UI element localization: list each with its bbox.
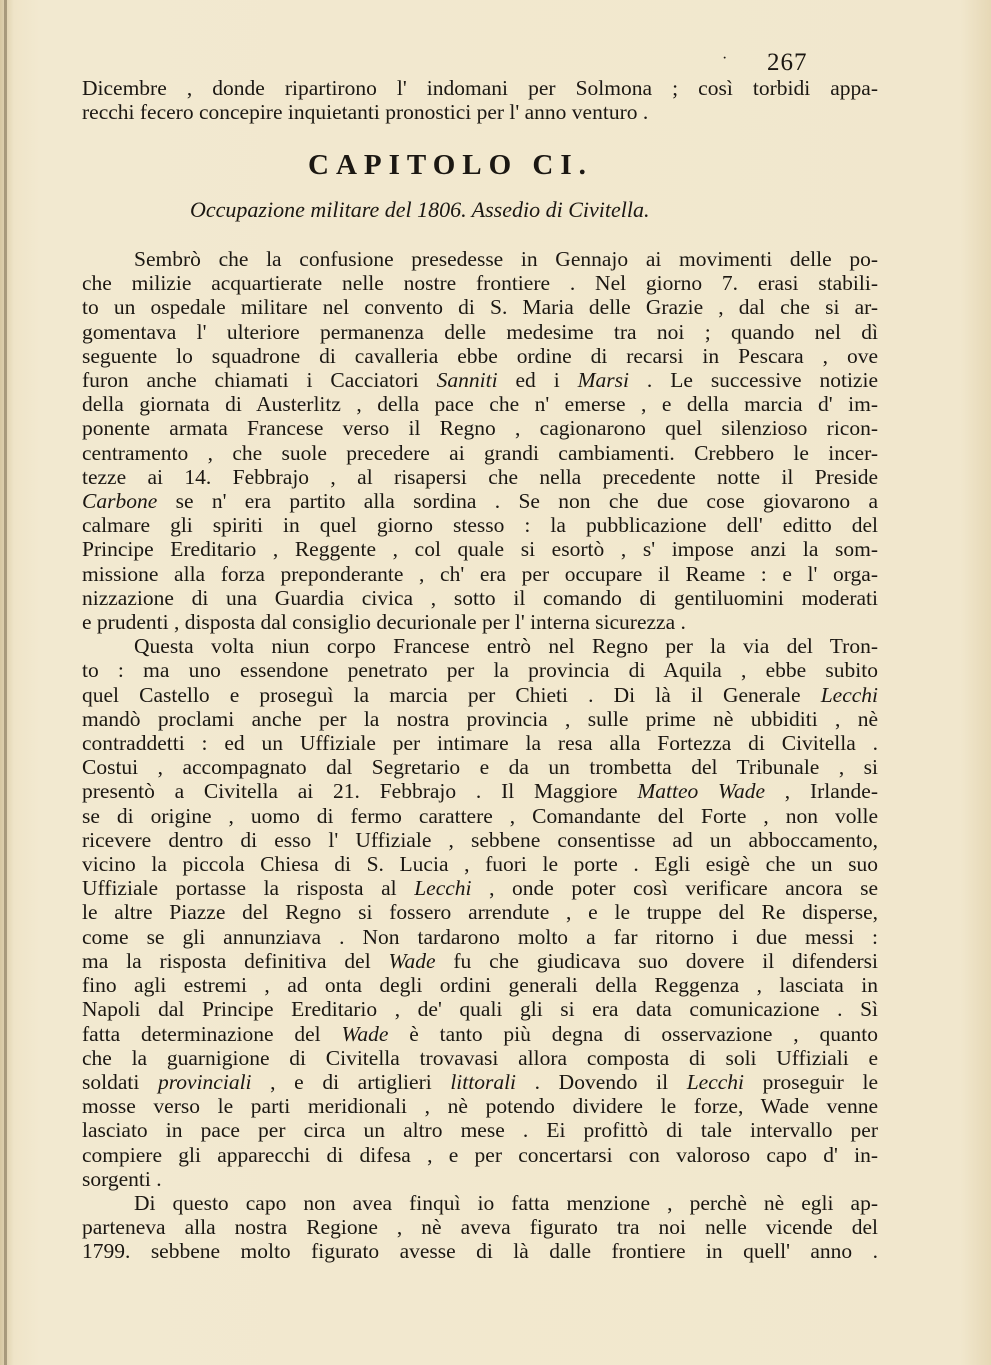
text-line: Dicembre , donde ripartirono l' indomani per Solmona ; così torbidi appa-	[82, 76, 878, 100]
text-line: lasciato in pace per circa un altro mese . Ei profittò di tale intervallo per	[82, 1118, 878, 1143]
text-line: mandò proclami anche per la nostra provincia , sulle prime nè ubbiditi , nè	[82, 706, 878, 731]
binding-edge	[4, 0, 7, 1365]
text-line: presentò a Civitella ai 21. Febbrajo . Il Maggiore Matteo Wade , Irlande-	[82, 779, 878, 804]
text-line: le altre Piazze del Regno si fossero arrendute , e le truppe del Re disperse,	[82, 900, 878, 925]
text-line: soldati provinciali , e di artiglieri littorali . Dovendo il Lecchi proseguir le	[82, 1069, 878, 1094]
text-line: che milizie acquartierate nelle nostre frontiere . Nel giorno 7. erasi stabili-	[82, 271, 878, 296]
text-line: Costui , accompagnato dal Segretario e da un trombetta del Tribunale , si	[82, 755, 878, 780]
text-line: se di origine , uomo di fermo carattere , Comandante del Forte , non volle	[82, 803, 878, 828]
text-line: calmare gli spiriti in quel giorno stesso : la pubblicazione dell' editto del	[82, 513, 878, 538]
text-line: contraddetti : ed un Uffiziale per intimare la resa alla Fortezza di Civitella .	[82, 731, 878, 756]
text-line: fino agli estremi , ad onta degli ordini generali della Reggenza , lasciata in	[82, 973, 878, 998]
text-line: quel Castello e proseguì la marcia per Chieti . Di là il Generale Lecchi	[82, 682, 878, 707]
paragraph-1	[82, 247, 878, 634]
ink-mark: ·	[722, 50, 728, 67]
text-line: ricevere dentro di esso l' Uffiziale , sebbene consentisse ad un abboccamento,	[82, 827, 878, 852]
text-line: Sembrò che la confusione presedesse in Gennajo ai movimenti delle po-	[134, 247, 878, 271]
text-line: fatta determinazione del Wade è tanto più degna di osservazione , quanto	[82, 1021, 878, 1046]
text-line: 1799. sebbene molto figurato avesse di là dalle frontiere in quell' anno .	[82, 1239, 878, 1264]
text-line: Questa volta niun corpo Francese entrò nel Regno per la via del Tron-	[134, 634, 878, 659]
text-line: nizzazione di una Guardia civica , sotto il comando di gentiluomini moderati	[82, 585, 878, 610]
text-line: Uffiziale portasse la risposta al Lecchi , onde poter così verificare ancora se	[82, 876, 878, 901]
chapter-title: CAPITOLO CI.	[308, 149, 593, 181]
chapter-subtitle: Occupazione militare del 1806. Assedio di Civitella.	[190, 197, 650, 222]
opening-text	[82, 76, 878, 124]
text-line: sorgenti .	[82, 1166, 162, 1191]
text-line: ma la risposta definitiva del Wade fu che giudicava suo dovere il difendersi	[82, 948, 878, 973]
chapter-body	[82, 247, 878, 1264]
text-line: compiere gli apparecchi di difesa , e per concertarsi con valoroso capo d' in-	[82, 1142, 878, 1167]
page-number: 267	[767, 49, 808, 76]
text-line: Napoli dal Principe Ereditario , de' quali gli si era data comunicazione . Sì	[82, 997, 878, 1022]
paragraph-2	[82, 634, 878, 1191]
text-line: recchi fecero concepire inquietanti pronostici per l' anno venturo .	[82, 100, 649, 125]
text-line: ponente armata Francese verso il Regno , cagionarono quel silenzioso ricon-	[82, 416, 878, 441]
text-line: gomentava l' ulteriore permanenza delle medesime tra noi ; quando nel dì	[82, 319, 878, 344]
text-line: to : ma uno essendone penetrato per la provincia di Aquila , ebbe subito	[82, 658, 878, 683]
text-line: parteneva alla nostra Regione , nè aveva figurato tra noi nelle vicende del	[82, 1215, 878, 1240]
text-line: Di questo capo non avea finquì io fatta menzione , perchè nè egli ap-	[134, 1190, 878, 1215]
text-line: e prudenti , disposta dal consiglio decurionale per l' interna sicurezza .	[82, 610, 686, 635]
text-line: missione alla forza preponderante , ch' era per occupare il Reame : e l' orga-	[82, 561, 878, 586]
paragraph-3	[82, 1191, 878, 1264]
text-line: to un ospedale militare nel convento di S. Maria delle Grazie , dal che si ar-	[82, 295, 878, 320]
text-line: come se gli annunziava . Non tardarono molto a far ritorno i due messi :	[82, 924, 878, 949]
text-line: seguente lo squadrone di cavalleria ebbe ordine di recarsi in Pescara , ove	[82, 343, 878, 368]
text-line: che la guarnigione di Civitella trovavasi allora composta di soli Uffiziali e	[82, 1045, 878, 1070]
text-line: della giornata di Austerlitz , della pace che n' emerse , e della marcia d' im-	[82, 392, 878, 417]
text-line: vicino la piccola Chiesa di S. Lucia , fuori le porte . Egli esigè che un suo	[82, 852, 878, 877]
text-line: Carbone se n' era partito alla sordina . Se non che due cose giovarono a	[82, 489, 878, 514]
text-line: furon anche chiamati i Cacciatori Sanniti ed i Marsi . Le successive notizie	[82, 368, 878, 393]
text-line: centramento , che suole precedere ai grandi cambiamenti. Crebbero le incer-	[82, 440, 878, 465]
text-line: mosse verso le parti meridionali , nè potendo dividere le forze, Wade venne	[82, 1094, 878, 1119]
text-line: tezze ai 14. Febbrajo , al risapersi che nella precedente notte il Preside	[82, 464, 878, 489]
text-line: Principe Ereditario , Reggente , col quale si esortò , s' impose anzi la som-	[82, 537, 878, 562]
